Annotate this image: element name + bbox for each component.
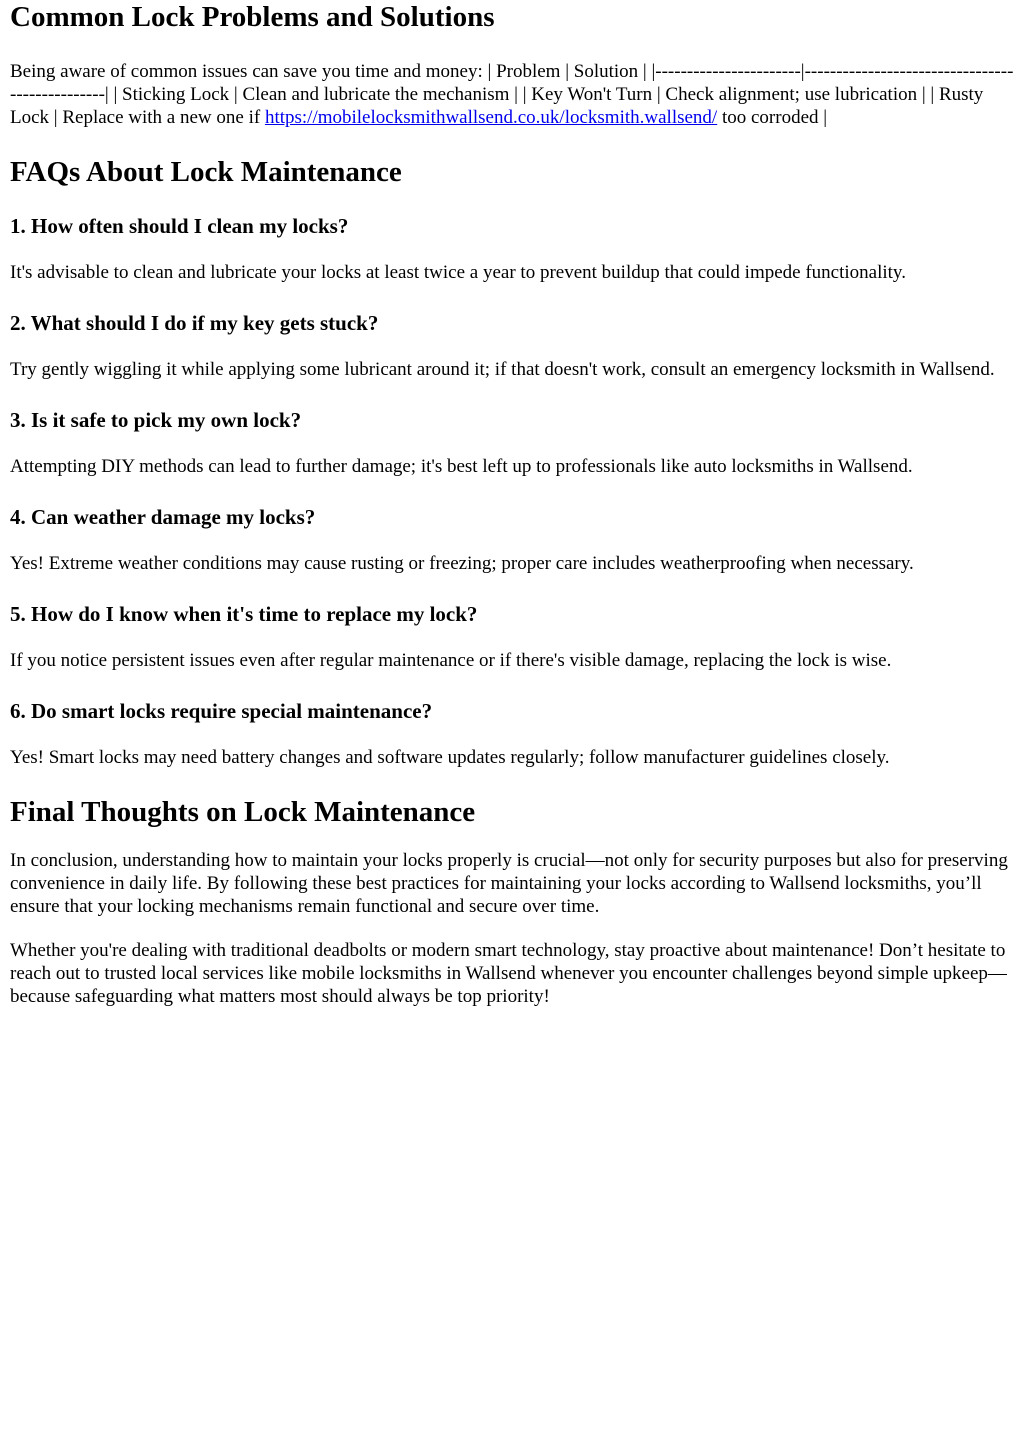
faq-answer: It's advisable to clean and lubricate your locks at least twice a year to prevent buildup that could impede functionality. — [10, 262, 906, 283]
problems-intro-paragraph — [10, 60, 1014, 129]
final-paragraph: Whether you're dealing with traditional deadbolts or modern smart technology, stay proactive about maintenance! Don’t hesitate to reach out to trusted local services like mobile locksmiths in Wallsend whenever you encounter challenges beyond simple upkeep—because safeguarding what matters most should always be top priority! — [10, 940, 1007, 1007]
problems-intro-text: Being aware of common issues can save you time and money: | Problem | Solution | |-----------------------|------------------------------------------------| | Sticking Lock | Clean and lubricate the mechanism | | Key Won't Turn | Check alignment; use lubrication | | Rusty Lock | Replace with a new one if — [10, 61, 1014, 128]
faq-question: 1. How often should I clean my locks? — [10, 214, 349, 238]
locksmith-wallsend-link[interactable]: https://mobilelocksmithwallsend.co.uk/locksmith.wallsend/ — [264, 107, 718, 128]
faq-answer: Try gently wiggling it while applying some lubricant around it; if that doesn't work, consult an emergency locksmith in Wallsend. — [10, 359, 995, 380]
section-heading-faqs: FAQs About Lock Maintenance — [10, 156, 402, 188]
final-paragraph: In conclusion, understanding how to maintain your locks properly is crucial—not only for security purposes but also for preserving convenience in daily life. By following these best practices for maintaining your locks according to Wallsend locksmiths, you’ll ensure that your locking mechanisms remain functional and secure over time. — [10, 850, 1008, 917]
faq-question: 4. Can weather damage my locks? — [10, 505, 316, 529]
faq-question: 2. What should I do if my key gets stuck? — [10, 311, 379, 335]
faq-answer: Attempting DIY methods can lead to further damage; it's best left up to professionals like auto locksmiths in Wallsend. — [10, 456, 913, 477]
faq-question: 6. Do smart locks require special maintenance? — [10, 699, 433, 723]
faq-question: 5. How do I know when it's time to replace my lock? — [10, 602, 478, 626]
section-heading-problems: Common Lock Problems and Solutions — [10, 1, 495, 33]
section-heading-final: Final Thoughts on Lock Maintenance — [10, 796, 476, 828]
faq-question: 3. Is it safe to pick my own lock? — [10, 408, 302, 432]
faq-answer: If you notice persistent issues even after regular maintenance or if there's visible damage, replacing the lock is wise. — [10, 650, 892, 671]
faq-answer: Yes! Smart locks may need battery changes and software updates regularly; follow manufacturer guidelines closely. — [10, 747, 890, 768]
problems-intro-tail: too corroded | — [717, 107, 828, 128]
faq-answer: Yes! Extreme weather conditions may cause rusting or freezing; proper care includes weatherproofing when necessary. — [10, 553, 914, 574]
